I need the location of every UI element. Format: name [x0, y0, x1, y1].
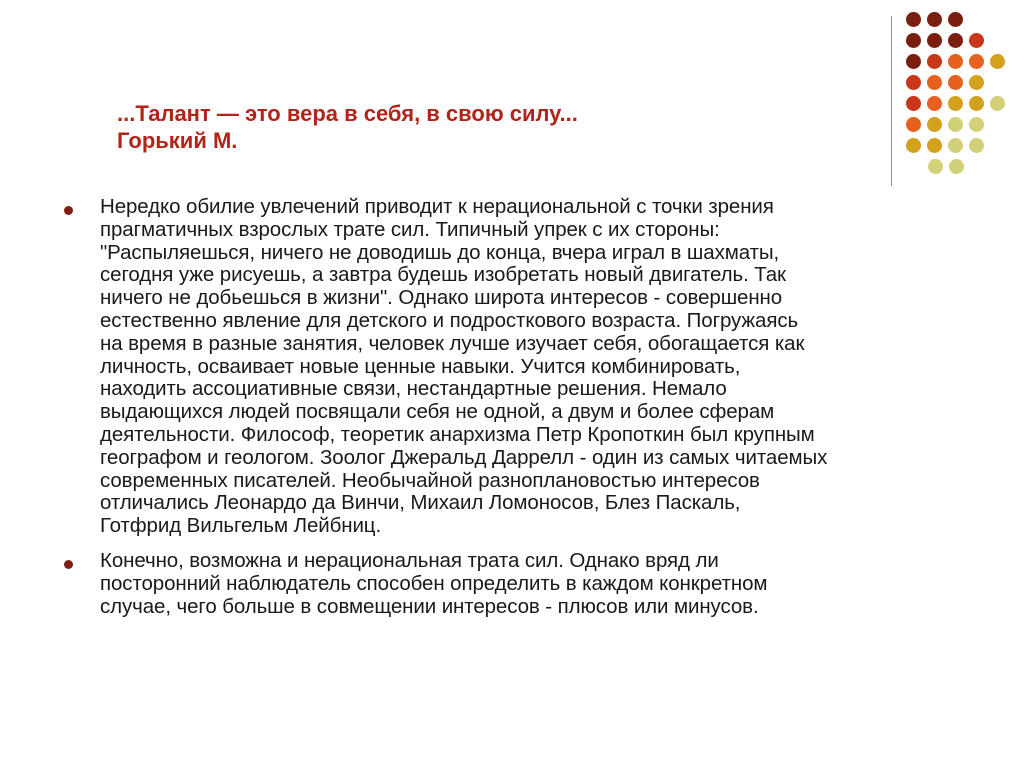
decorative-dot [927, 75, 942, 90]
bullet-item [60, 196, 960, 538]
title-quote: ...Талант — это вера в себя, в свою силу... [117, 101, 578, 126]
vertical-divider [891, 16, 892, 186]
text-line: на время в разные занятия, человек лучше изучает себя, обогащается как [100, 331, 805, 355]
text-line: прагматичных взрослых трате сил. Типичный упрек с их стороны: [100, 217, 720, 241]
decorative-dot-pattern [900, 12, 1010, 172]
decorative-dot [948, 75, 963, 90]
decorative-dot [906, 33, 921, 48]
decorative-dot [906, 96, 921, 111]
decorative-dot [948, 96, 963, 111]
body-bullet-list [60, 196, 960, 630]
text-line: находить ассоциативные связи, нестандартные решения. Немало [100, 377, 727, 401]
text-line: личность, осваивает новые ценные навыки. Учится комбинировать, [100, 354, 741, 378]
decorative-dot [928, 159, 943, 174]
decorative-dot [927, 96, 942, 111]
decorative-dot [906, 12, 921, 27]
decorative-dot [906, 138, 921, 153]
text-line: выдающихся людей посвящали себя не одной, а двум и более сферам [100, 400, 775, 424]
decorative-dot [969, 138, 984, 153]
decorative-dot [906, 54, 921, 69]
text-line: сегодня уже рисуешь, а завтра будешь изобретать новый двигатель. Так [100, 263, 786, 287]
decorative-dot [948, 33, 963, 48]
decorative-dot [927, 12, 942, 27]
decorative-dot [927, 33, 942, 48]
decorative-dot [927, 54, 942, 69]
decorative-dot [990, 54, 1005, 69]
text-line: географом и геологом. Зоолог Джеральд Даррелл - один из самых читаемых [100, 445, 828, 469]
bullet-text [100, 550, 960, 618]
decorative-dot [949, 159, 964, 174]
decorative-dot [948, 138, 963, 153]
title-author: Горький М. [117, 128, 238, 153]
text-line: случае, чего больше в совмещении интересов - плюсов или минусов. [100, 594, 759, 618]
text-line: современных писателей. Необычайной разноплановостью интересов [100, 468, 760, 492]
decorative-dot [969, 75, 984, 90]
decorative-dot [927, 138, 942, 153]
bullet-item [60, 550, 960, 618]
text-line: ничего не добьешься в жизни". Однако широта интересов - совершенно [100, 286, 783, 310]
decorative-dot [948, 12, 963, 27]
text-line: "Распыляешься, ничего не доводишь до конца, вчера играл в шахматы, [100, 240, 780, 264]
decorative-dot [969, 33, 984, 48]
text-line: Конечно, возможна и нерациональная трата сил. Однако вряд ли [100, 548, 719, 572]
decorative-dot [948, 54, 963, 69]
text-line: Готфрид Вильгельм Лейбниц. [100, 514, 382, 538]
bullet-dot-icon [64, 560, 73, 569]
decorative-dot [990, 96, 1005, 111]
bullet-text [100, 196, 960, 538]
decorative-dot [906, 75, 921, 90]
decorative-dot [969, 117, 984, 132]
text-line: отличались Леонардо да Винчи, Михаил Ломоносов, Блез Паскаль, [100, 491, 741, 515]
decorative-dot [948, 117, 963, 132]
text-line: посторонний наблюдатель способен определить в каждом конкретном [100, 571, 768, 595]
decorative-dot [927, 117, 942, 132]
text-line: естественно явление для детского и подросткового возраста. Погружаясь [100, 308, 799, 332]
bullet-dot-icon [64, 206, 73, 215]
slide-title [117, 100, 877, 154]
decorative-dot [969, 54, 984, 69]
text-line: Нередко обилие увлечений приводит к нерациональной с точки зрения [100, 195, 774, 218]
decorative-dot [969, 96, 984, 111]
text-line: деятельности. Философ, теоретик анархизма Петр Кропоткин был крупным [100, 422, 815, 446]
decorative-dot [906, 117, 921, 132]
